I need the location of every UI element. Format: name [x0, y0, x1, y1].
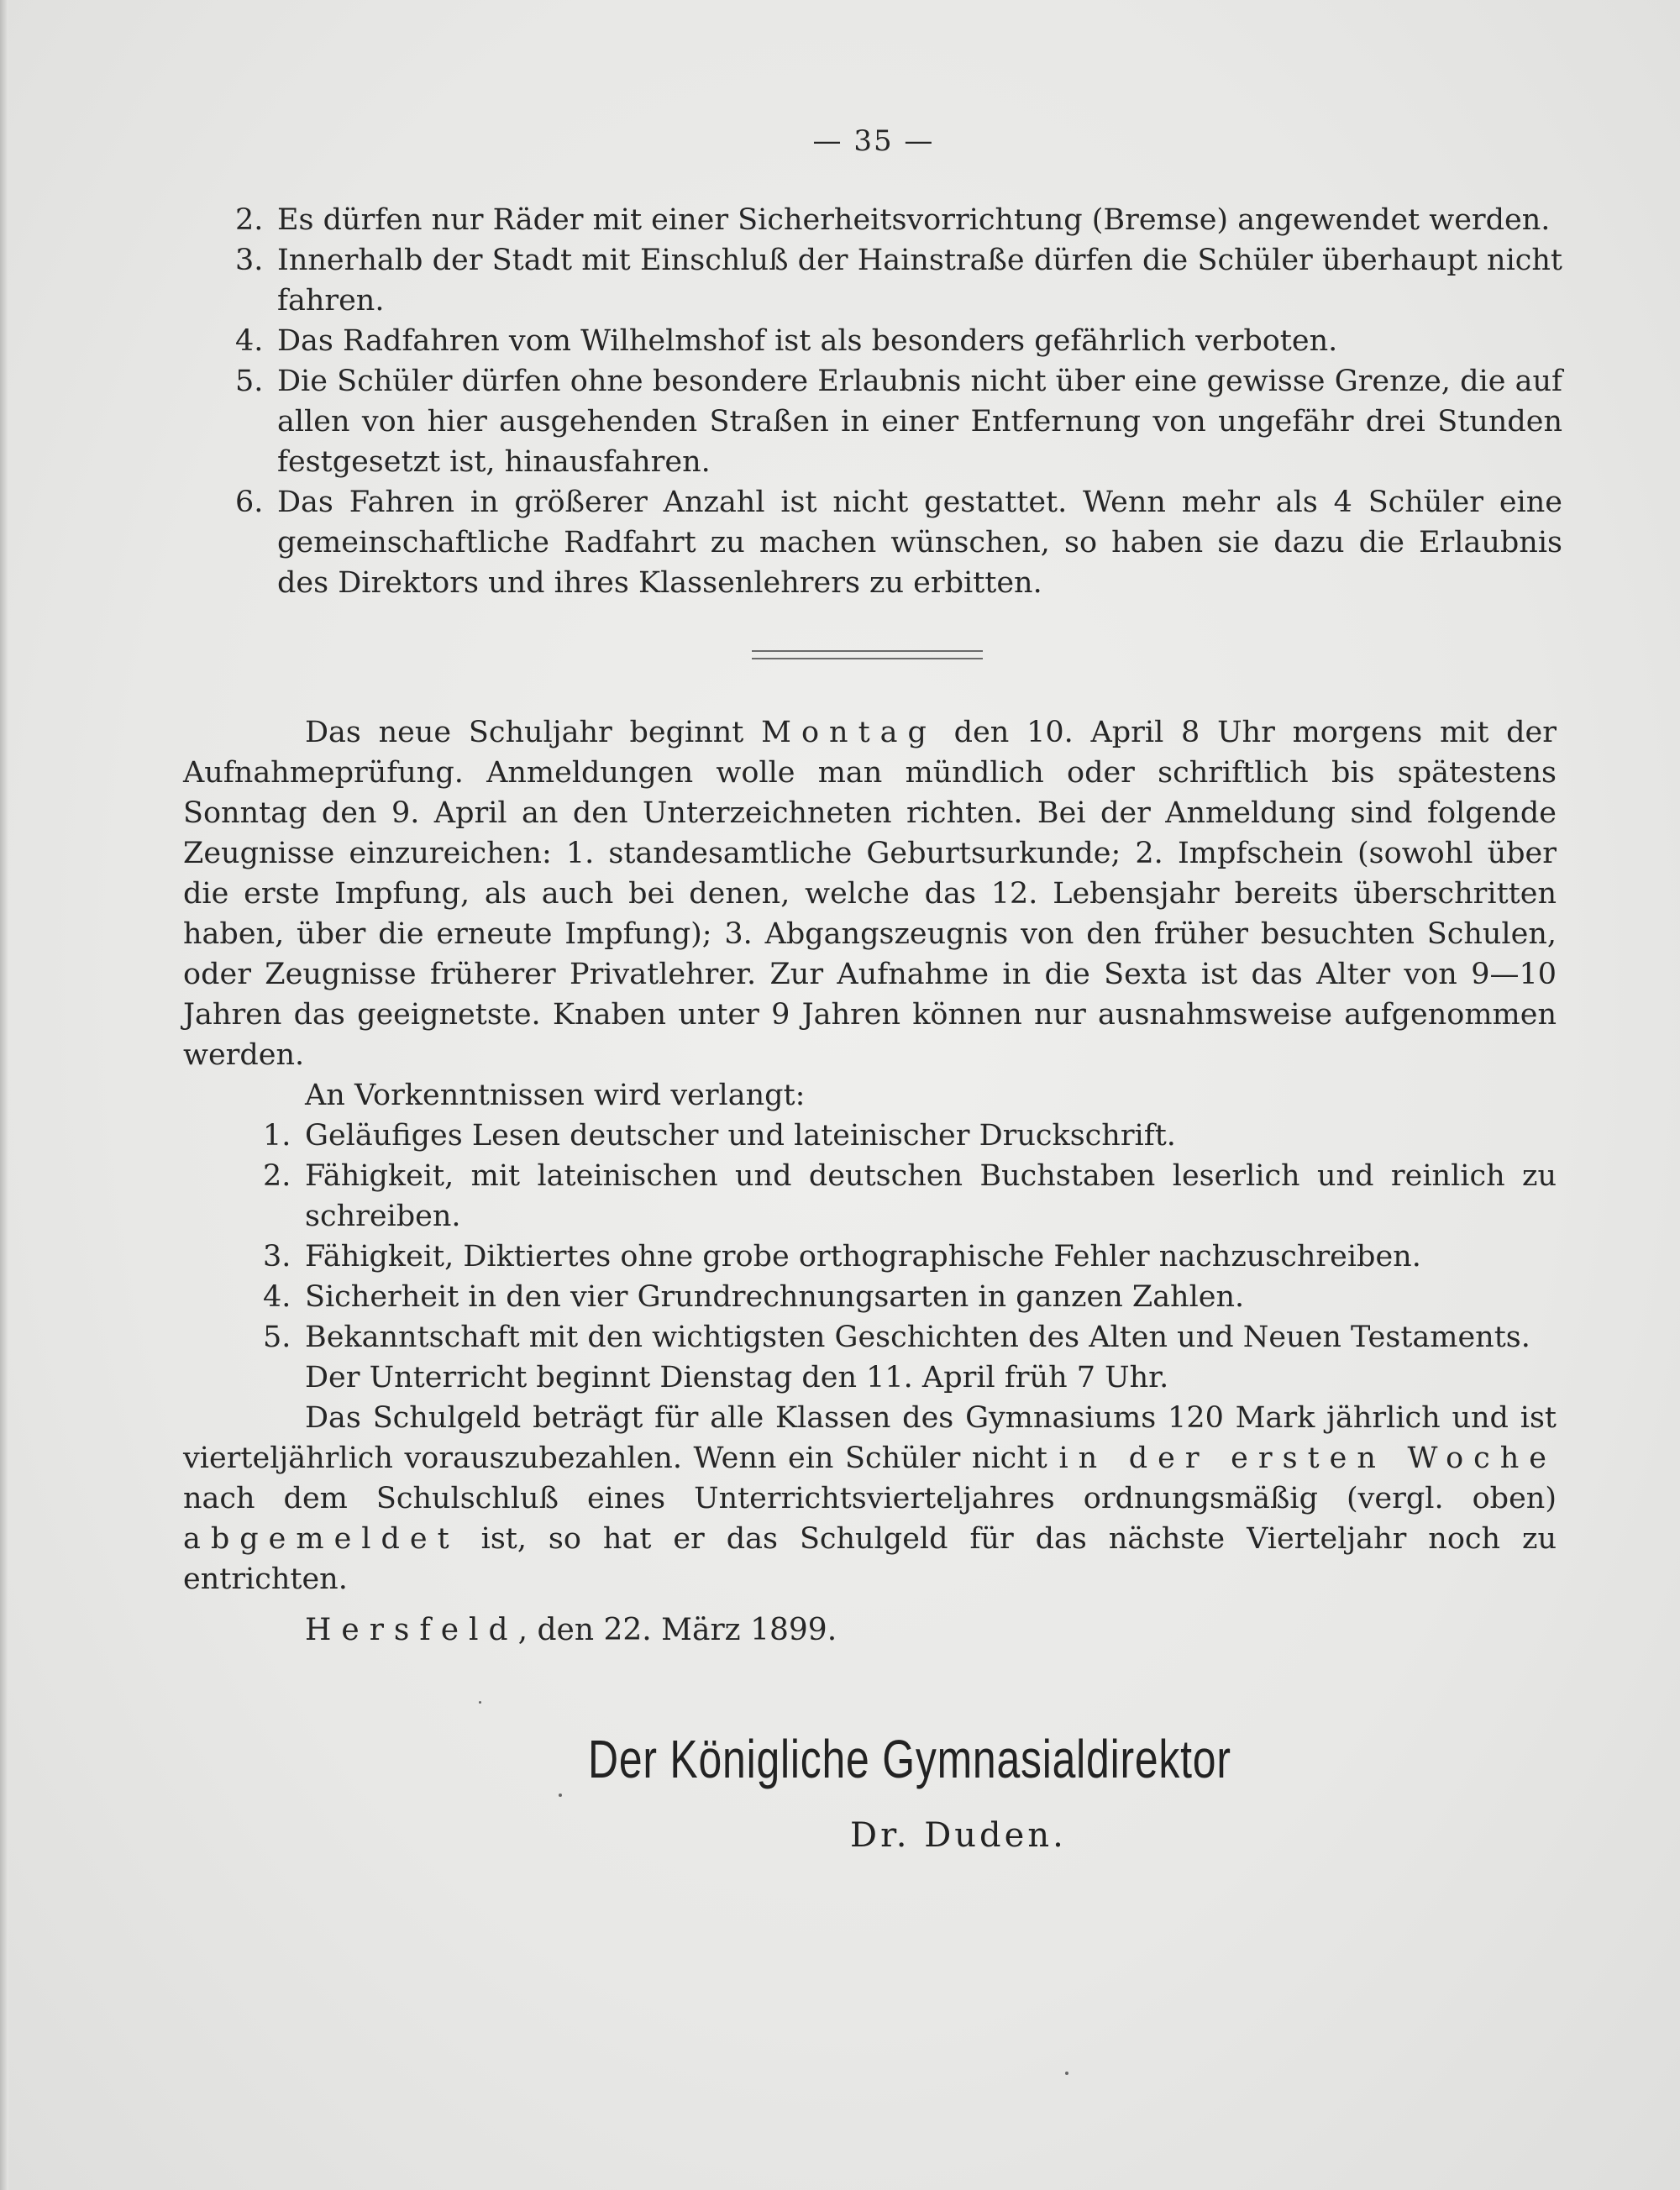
- emphasized-weekday: Montag: [761, 716, 937, 749]
- rule-item: [235, 361, 1562, 482]
- rule-number: 5.: [235, 365, 264, 398]
- rule-item: [235, 240, 1562, 321]
- enrollment-paragraph: [183, 712, 1557, 1075]
- director-title: Der Königliche Gymnasialdirektor: [588, 1729, 1231, 1789]
- paper-speck: [479, 1701, 481, 1704]
- requirement-number: 5.: [263, 1321, 291, 1354]
- cycling-rules-list: [235, 200, 1562, 603]
- place-name: Hersfeld: [305, 1613, 518, 1647]
- requirements-intro: An Vorkenntnissen wird verlangt:: [305, 1079, 806, 1112]
- paper-speck: [559, 1793, 562, 1797]
- rule-text: Innerhalb der Stadt mit Einschluß der Hainstraße dürfen die Schüler überhaupt nicht fahren.: [277, 244, 1562, 318]
- rule-number: 3.: [235, 244, 264, 277]
- signer-name: Dr. Duden.: [850, 1816, 1067, 1855]
- requirement-number: 2.: [263, 1159, 291, 1193]
- rule-number: 6.: [235, 486, 264, 519]
- requirement-number: 3.: [263, 1240, 291, 1274]
- requirement-number: 4.: [263, 1280, 291, 1314]
- requirements-list: [263, 1116, 1557, 1358]
- fee-text-middle: nach dem Schulschluß eines Unterrichtsvierteljahres ordnungsmäßig (vergl. oben): [183, 1482, 1557, 1515]
- requirement-text: Fähigkeit, mit lateinischen und deutschen Buchstaben leserlich und reinlich zu schreiben.: [305, 1159, 1557, 1233]
- date: , den 22. März 1899.: [517, 1613, 837, 1647]
- enrollment-text-start: Das neue Schuljahr beginnt: [305, 716, 762, 749]
- requirement-text: Sicherheit in den vier Grundrechnungsarten in ganzen Zahlen.: [305, 1280, 1245, 1314]
- rule-item: [235, 321, 1562, 361]
- section-divider: [752, 650, 983, 659]
- requirement-text: Bekanntschaft mit den wichtigsten Geschichten des Alten und Neuen Testaments.: [305, 1321, 1530, 1354]
- announcement-section: [183, 712, 1557, 1599]
- page-number: — 35 —: [812, 124, 935, 158]
- rule-number: 2.: [235, 203, 264, 237]
- rule-text: Das Radfahren vom Wilhelmshof ist als besonders gefährlich verboten.: [277, 324, 1338, 358]
- requirement-item: [263, 1116, 1557, 1156]
- enrollment-text-rest: den 10. April 8 Uhr morgens mit der Aufnahmeprüfung. Anmeldungen wolle man mündlich oder schriftlich bis spätestens Sonntag den 9. April an den Unterzeichneten richten. Bei der Anmeldung sind folgende Zeugnisse einzureichen: 1. standesamtliche Geburtsurkunde; 2. Impfschein (sowohl über die erste Impfung, als auch bei denen, welche das 12. Lebensjahr bereits überschritten haben, über die erneute Impfung); 3. Abgangszeugnis von den früher besuchten Schulen, oder Zeugnisse früherer Privatlehrer. Zur Aufnahme in die Sexta ist das Alter von 9—10 Jahren das geeignetste. Knaben unter 9 Jahren können nur ausnahmsweise aufgenommen werden.: [183, 716, 1557, 1072]
- fee-text-start: Das Schulgeld beträgt für alle Klassen des Gymnasiums 120 Mark jährlich und ist vierteljährlich vorauszubezahlen. Wenn ein Schüler nicht: [183, 1401, 1557, 1475]
- paper-speck: [1065, 2072, 1068, 2075]
- rule-text: Die Schüler dürfen ohne besondere Erlaubnis nicht über eine gewisse Grenze, die auf allen von hier ausgehenden Straßen in einer Entfernung von ungefähr drei Stunden festgesetzt ist, hinausfahren.: [277, 365, 1562, 479]
- rule-text: Es dürfen nur Räder mit einer Sicherheitsvorrichtung (Bremse) angewendet werden.: [277, 203, 1551, 237]
- rule-item: [235, 200, 1562, 240]
- rule-text: Das Fahren in größerer Anzahl ist nicht gestattet. Wenn mehr als 4 Schüler eine gemeinschaftliche Radfahrt zu machen wünschen, so haben sie dazu die Erlaubnis des Direktors und ihres Klassenlehrers zu erbitten.: [277, 486, 1562, 600]
- requirement-text: Fähigkeit, Diktiertes ohne grobe orthographische Fehler nachzuschreiben.: [305, 1240, 1421, 1274]
- page-edge-shadow: [0, 0, 8, 2190]
- rule-item: [235, 482, 1562, 603]
- emphasized-deregistered: abgemeldet: [183, 1522, 459, 1556]
- requirement-item: [263, 1277, 1557, 1317]
- requirement-item: [263, 1237, 1557, 1277]
- school-fee-paragraph: [183, 1398, 1557, 1599]
- place-and-date: [305, 1613, 837, 1647]
- emphasized-first-week: in der ersten Woche: [1058, 1442, 1557, 1475]
- requirement-text: Geläufiges Lesen deutscher und lateinischer Druckschrift.: [305, 1119, 1176, 1153]
- lessons-start: Der Unterricht beginnt Dienstag den 11. April früh 7 Uhr.: [305, 1361, 1169, 1394]
- requirement-item: [263, 1317, 1557, 1358]
- fee-text-end: ist, so hat er das Schulgeld für das nächste Vierteljahr noch zu entrichten.: [183, 1522, 1557, 1596]
- requirement-number: 1.: [263, 1119, 291, 1153]
- rule-number: 4.: [235, 324, 264, 358]
- requirement-item: [263, 1156, 1557, 1237]
